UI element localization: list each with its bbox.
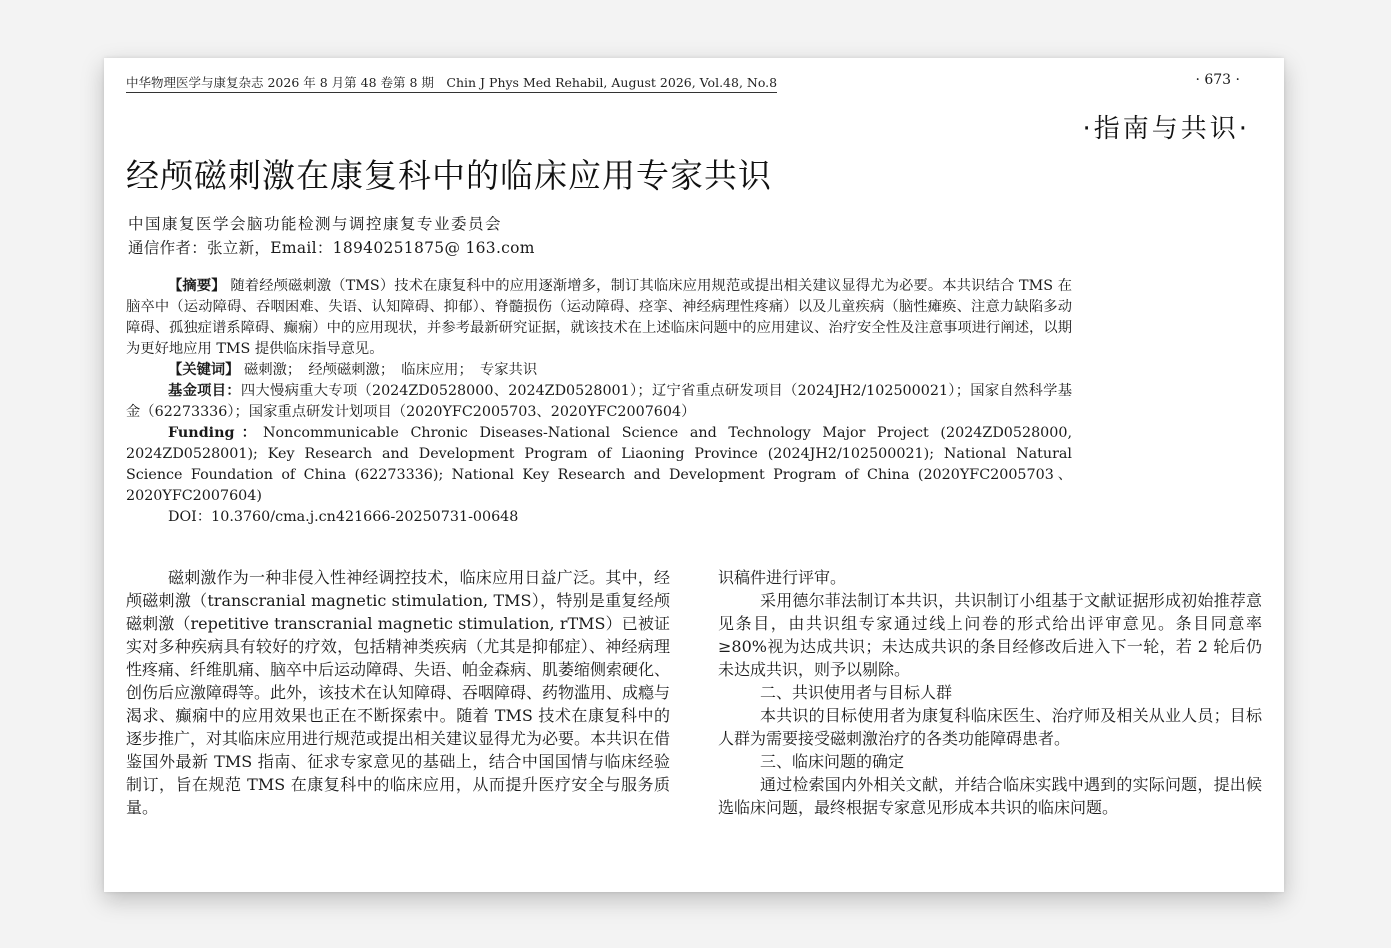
running-head: 中华物理医学与康复杂志 2026 年 8 月第 48 卷第 8 期 Chin J Phys Med Rehabil, August 2026, Vol.48, No.8 — [126, 73, 777, 93]
keywords-label: 【关键词】 — [168, 362, 240, 378]
section-heading-questions: 三、临床问题的确定 — [760, 752, 905, 771]
correspondence-author: 通信作者：张立新，Email：18940251875@ 163.com — [128, 239, 535, 257]
fund-line — [126, 381, 1072, 423]
continuation-line: 识稿件进行评审。 — [718, 568, 847, 587]
section-label: ·指南与共识· — [1082, 114, 1250, 144]
method-paragraph: 采用德尔菲法制订本共识，共识制订小组基于文献证据形成初始推荐意见条目，由共识组专家通过线上问卷的形式给出评审意见。条目同意率≥80%视为达成共识；未达成共识的条目经修改后进入下一轮，若 2 轮后仍未达成共识，则予以剔除。 — [718, 591, 1262, 679]
users-paragraph: 本共识的目标使用者为康复科临床医生、治疗师及相关从业人员；目标人群为需要接受磁刺激治疗的各类功能障碍患者。 — [718, 706, 1262, 748]
fund-text: 四大慢病重大专项（2024ZD0528000、2024ZD0528001）；辽宁省重点研发项目（2024JH2/102500021）；国家自然科学基金（62273336）；国家重点研发计划项目（2020YFC2005703、2020YFC2007604） — [126, 383, 1073, 420]
section-heading-users: 二、共识使用者与目标人群 — [760, 683, 953, 702]
fund-label: 基金项目： — [168, 383, 241, 399]
abstract-label: 【摘要】 — [168, 278, 226, 294]
abstract-block — [126, 276, 1072, 528]
keywords-line — [126, 360, 1072, 381]
abstract-text: 随着经颅磁刺激（TMS）技术在康复科中的应用逐渐增多，制订其临床应用规范或提出相关建议显得尤为必要。本共识结合 TMS 在脑卒中（运动障碍、吞咽困难、失语、认知障碍、抑郁）、脊髓损伤（运动障碍、痉挛、神经病理性疼痛）以及儿童疾病（脑性瘫痪、注意力缺陷多动障碍、孤独症谱系障碍、癫痫）中的应用现状，并参考最新研究证据，就该技术在上述临床问题中的应用建议、治疗安全性及注意事项进行阐述，以期为更好地应用 TMS 提供临床指导意见。 — [126, 278, 1072, 357]
body-right-column — [718, 566, 1262, 819]
page-number: · 673 · — [1195, 72, 1240, 88]
intro-paragraph: 磁刺激作为一种非侵入性神经调控技术，临床应用日益广泛。其中，经颅磁刺激（transcranial magnetic stimulation, TMS），特别是重复经颅磁刺激（repetitive transcranial magnetic stimulation, rTMS）已被证实对多种疾病具有较好的疗效，包括精神类疾病（尤其是抑郁症）、神经病理性疼痛、纤维肌痛、脑卒中后运动障碍、失语、帕金森病、肌萎缩侧索硬化、创伤后应激障碍等。此外，该技术在认知障碍、吞咽障碍、药物滥用、成瘾与渴求、癫痫中的应用效果也正在不断探索中。随着 TMS 技术在康复科中的逐步推广，对其临床应用进行规范或提出相关建议显得尤为必要。本共识在借鉴国外最新 TMS 指南、征求专家意见的基础上，结合中国国情与临床经验制订，旨在规范 TMS 在康复科中的临床应用，从而提升医疗安全与服务质量。 — [126, 568, 671, 817]
funding-text: Noncommunicable Chronic Diseases-National Science and Technology Major Project (2024ZD0528000, 2024ZD0528001); Key Research and Development Program of Liaoning Province (2024JH2/102500021); National Natural Science Foundation of China (62273336); National Key Research and Development Program of China (2020YFC2005703、2020YFC2007604) — [126, 425, 1072, 504]
funding-label: Funding： — [168, 425, 264, 441]
doi-line: DOI：10.3760/cma.j.cn421666-20250731-00648 — [168, 509, 519, 525]
journal-page — [104, 58, 1284, 892]
funding-line — [126, 423, 1072, 507]
article-title: 经颅磁刺激在康复科中的临床应用专家共识 — [126, 156, 772, 195]
article-authors: 中国康复医学会脑功能检测与调控康复专业委员会 — [128, 215, 503, 233]
body-left-column — [126, 566, 670, 819]
questions-paragraph: 通过检索国内外相关文献，并结合临床实践中遇到的实际问题，提出候选临床问题，最终根据专家意见形成本共识的临床问题。 — [718, 775, 1262, 817]
abstract-paragraph — [126, 276, 1072, 360]
keywords-text: 磁刺激； 经颅磁刺激； 临床应用； 专家共识 — [244, 362, 538, 378]
